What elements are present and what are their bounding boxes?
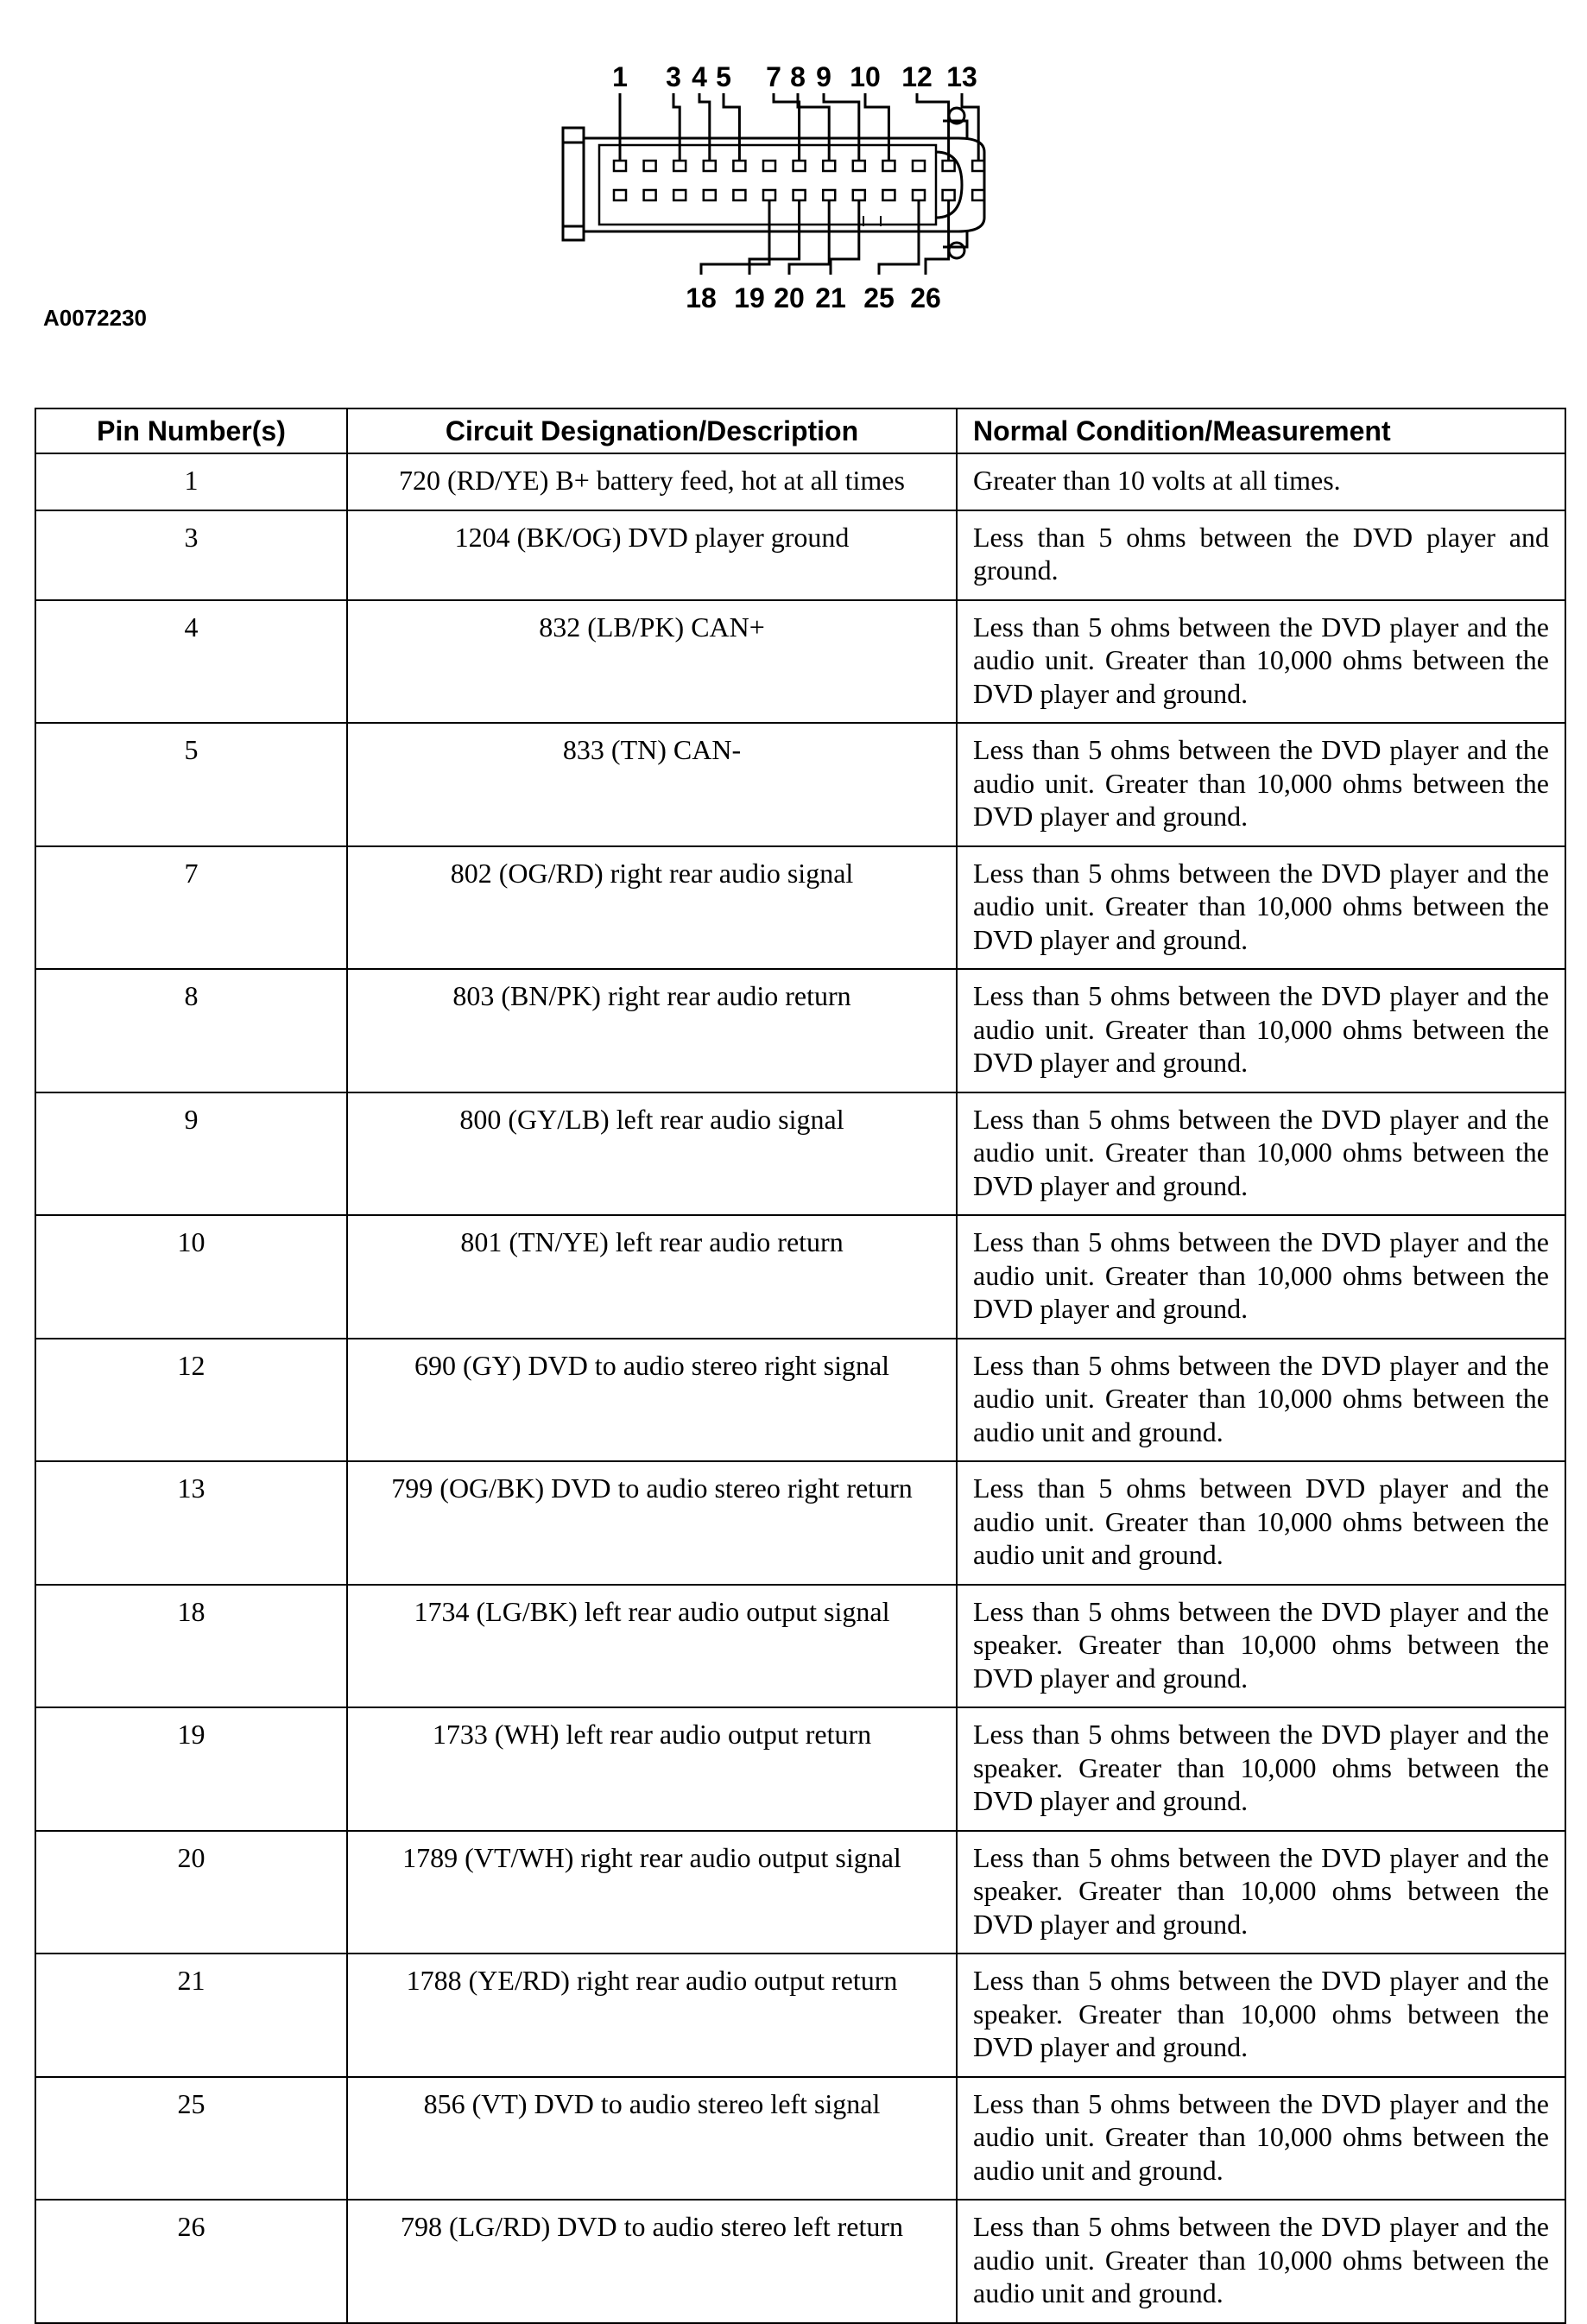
- header-pin-numbers: Pin Number(s): [35, 408, 347, 453]
- pin-number-cell: 25: [35, 2077, 347, 2201]
- normal-condition-cell: Greater than 10 volts at all times.: [957, 453, 1565, 510]
- leader-line: [673, 93, 680, 161]
- circuit-description-cell: 801 (TN/YE) left rear audio return: [347, 1215, 957, 1339]
- pin-number-cell: 7: [35, 846, 347, 970]
- bottom-pin-cavity: [794, 190, 806, 200]
- pin-number-cell: 4: [35, 600, 347, 724]
- connector-diagram: [0, 0, 1587, 363]
- normal-condition-cell: Less than 5 ohms between the DVD player and the speaker. Greater than 10,000 ohms between the DVD player and ground.: [957, 1707, 1565, 1831]
- table-row: [35, 723, 1565, 846]
- bottom-pin-cavity: [704, 190, 716, 200]
- circuit-description-cell: 1204 (BK/OG) DVD player ground: [347, 510, 957, 600]
- table-row: [35, 1215, 1565, 1339]
- bottom-pin-cavity: [763, 190, 775, 200]
- leader-line: [865, 93, 888, 161]
- pin-number-cell: 3: [35, 510, 347, 600]
- top-pin-cavity: [733, 161, 745, 171]
- pin-label: 20: [774, 282, 805, 313]
- circuit-description-cell: 800 (GY/LB) left rear audio signal: [347, 1092, 957, 1216]
- pin-label: 10: [850, 61, 881, 92]
- pin-cavities: [614, 161, 984, 200]
- bottom-pin-cavity: [644, 190, 656, 200]
- pin-number-cell: 13: [35, 1461, 347, 1585]
- table-row: [35, 1707, 1565, 1831]
- circuit-description-cell: 1733 (WH) left rear audio output return: [347, 1707, 957, 1831]
- table-body: [35, 453, 1565, 2323]
- normal-condition-cell: Less than 5 ohms between the DVD player and the audio unit. Greater than 10,000 ohms between the DVD player and ground.: [957, 600, 1565, 724]
- normal-condition-cell: Less than 5 ohms between the DVD player and the speaker. Greater than 10,000 ohms between the DVD player and ground.: [957, 1585, 1565, 1708]
- top-pin-cavity: [882, 161, 895, 171]
- table-row: [35, 510, 1565, 600]
- pin-number-cell: 12: [35, 1339, 347, 1462]
- pin-number-cell: 20: [35, 1831, 347, 1954]
- top-pin-cavity: [763, 161, 775, 171]
- pin-label: 1: [612, 61, 628, 92]
- normal-condition-cell: Less than 5 ohms between the DVD player and the audio unit. Greater than 10,000 ohms between the DVD player and ground.: [957, 969, 1565, 1092]
- bottom-pin-cavity: [733, 190, 745, 200]
- table-row: [35, 453, 1565, 510]
- table-row: [35, 1954, 1565, 2077]
- leader-line: [917, 93, 949, 161]
- pin-number-cell: 9: [35, 1092, 347, 1216]
- circuit-description-cell: 1734 (LG/BK) left rear audio output signal: [347, 1585, 957, 1708]
- pin-number-cell: 10: [35, 1215, 347, 1339]
- pin-number-cell: 26: [35, 2200, 347, 2323]
- normal-condition-cell: Less than 5 ohms between the DVD player and ground.: [957, 510, 1565, 600]
- table-row: [35, 846, 1565, 970]
- normal-condition-cell: Less than 5 ohms between the DVD player and the speaker. Greater than 10,000 ohms between the DVD player and ground.: [957, 1831, 1565, 1954]
- pin-label: 12: [901, 61, 933, 92]
- leader-line: [701, 200, 769, 275]
- pin-leader-lines: [620, 93, 978, 275]
- leader-line: [798, 93, 829, 161]
- normal-condition-cell: Less than 5 ohms between the DVD player and the audio unit. Greater than 10,000 ohms between the DVD player and ground.: [957, 846, 1565, 970]
- bottom-pin-cavity: [882, 190, 895, 200]
- top-pin-cavity: [794, 161, 806, 171]
- top-pin-cavity: [644, 161, 656, 171]
- circuit-description-cell: 833 (TN) CAN-: [347, 723, 957, 846]
- pin-label: 19: [734, 282, 765, 313]
- leader-line: [774, 93, 800, 161]
- pin-number-cell: 18: [35, 1585, 347, 1708]
- pin-number-cell: 8: [35, 969, 347, 1092]
- normal-condition-cell: Less than 5 ohms between the DVD player and the audio unit. Greater than 10,000 ohms between the DVD player and ground.: [957, 1215, 1565, 1339]
- bottom-pin-cavity: [823, 190, 835, 200]
- top-pin-cavity: [704, 161, 716, 171]
- normal-condition-cell: Less than 5 ohms between DVD player and the audio unit. Greater than 10,000 ohms between the audio unit and ground.: [957, 1461, 1565, 1585]
- normal-condition-cell: Less than 5 ohms between the DVD player and the audio unit. Greater than 10,000 ohms between the DVD player and ground.: [957, 723, 1565, 846]
- top-pin-cavity: [823, 161, 835, 171]
- top-pin-cavity: [853, 161, 865, 171]
- leader-line: [879, 200, 919, 275]
- bottom-pin-cavity: [913, 190, 925, 200]
- table-header-row: [35, 408, 1565, 453]
- circuit-description-cell: 1789 (VT/WH) right rear audio output signal: [347, 1831, 957, 1954]
- circuit-description-cell: 1788 (YE/RD) right rear audio output return: [347, 1954, 957, 2077]
- leader-line: [926, 200, 949, 275]
- bottom-pin-cavity: [853, 190, 865, 200]
- pin-label: 21: [815, 282, 846, 313]
- pin-label: 25: [863, 282, 895, 313]
- table-row: [35, 969, 1565, 1092]
- pin-number-cell: 21: [35, 1954, 347, 2077]
- table-row: [35, 1831, 1565, 1954]
- table-row: [35, 1092, 1565, 1216]
- pin-label: 26: [910, 282, 941, 313]
- normal-condition-cell: Less than 5 ohms between the DVD player and the speaker. Greater than 10,000 ohms between the DVD player and ground.: [957, 1954, 1565, 2077]
- normal-condition-cell: Less than 5 ohms between the DVD player and the audio unit. Greater than 10,000 ohms between the audio unit and ground.: [957, 2077, 1565, 2201]
- top-pin-cavity: [972, 161, 984, 171]
- table-row: [35, 2077, 1565, 2201]
- table-row: [35, 1339, 1565, 1462]
- bottom-pin-cavity: [673, 190, 686, 200]
- pin-label: 8: [790, 61, 806, 92]
- leader-line: [962, 93, 978, 161]
- circuit-description-cell: 856 (VT) DVD to audio stereo left signal: [347, 2077, 957, 2201]
- pin-labels: [612, 61, 977, 313]
- pin-label: 18: [686, 282, 717, 313]
- table-row: [35, 1585, 1565, 1708]
- pin-label: 13: [946, 61, 977, 92]
- table-row: [35, 600, 1565, 724]
- pinout-table: [35, 408, 1566, 2324]
- leader-line: [831, 200, 859, 275]
- table-row: [35, 2200, 1565, 2323]
- pin-label: 5: [716, 61, 731, 92]
- bottom-pin-cavity: [972, 190, 984, 200]
- normal-condition-cell: Less than 5 ohms between the DVD player and the audio unit. Greater than 10,000 ohms between the audio unit and ground.: [957, 1339, 1565, 1462]
- circuit-description-cell: 720 (RD/YE) B+ battery feed, hot at all times: [347, 453, 957, 510]
- top-pin-cavity: [673, 161, 686, 171]
- pin-label: 9: [816, 61, 831, 92]
- circuit-description-cell: 798 (LG/RD) DVD to audio stereo left return: [347, 2200, 957, 2323]
- pin-number-cell: 5: [35, 723, 347, 846]
- leader-line: [724, 93, 739, 161]
- circuit-description-cell: 803 (BN/PK) right rear audio return: [347, 969, 957, 1092]
- normal-condition-cell: Less than 5 ohms between the DVD player and the audio unit. Greater than 10,000 ohms between the DVD player and ground.: [957, 1092, 1565, 1216]
- circuit-description-cell: 832 (LB/PK) CAN+: [347, 600, 957, 724]
- circuit-description-cell: 802 (OG/RD) right rear audio signal: [347, 846, 957, 970]
- bottom-pin-cavity: [614, 190, 626, 200]
- leader-line: [699, 93, 710, 161]
- pin-number-cell: 19: [35, 1707, 347, 1831]
- circuit-description-cell: 690 (GY) DVD to audio stereo right signal: [347, 1339, 957, 1462]
- pin-label: 7: [766, 61, 781, 92]
- top-pin-cavity: [943, 161, 955, 171]
- leader-line: [789, 200, 829, 275]
- figure-code: A0072230: [43, 305, 147, 331]
- circuit-description-cell: 799 (OG/BK) DVD to audio stereo right return: [347, 1461, 957, 1585]
- pin-number-cell: 1: [35, 453, 347, 510]
- pin-label: 3: [666, 61, 681, 92]
- bottom-pin-cavity: [943, 190, 955, 200]
- pin-label: 4: [692, 61, 707, 92]
- top-pin-cavity: [614, 161, 626, 171]
- table-row: [35, 1461, 1565, 1585]
- header-circuit-description: Circuit Designation/Description: [347, 408, 957, 453]
- top-pin-cavity: [913, 161, 925, 171]
- connector-body: [563, 108, 984, 258]
- header-normal-condition: Normal Condition/Measurement: [957, 408, 1565, 453]
- normal-condition-cell: Less than 5 ohms between the DVD player and the audio unit. Greater than 10,000 ohms between the audio unit and ground.: [957, 2200, 1565, 2323]
